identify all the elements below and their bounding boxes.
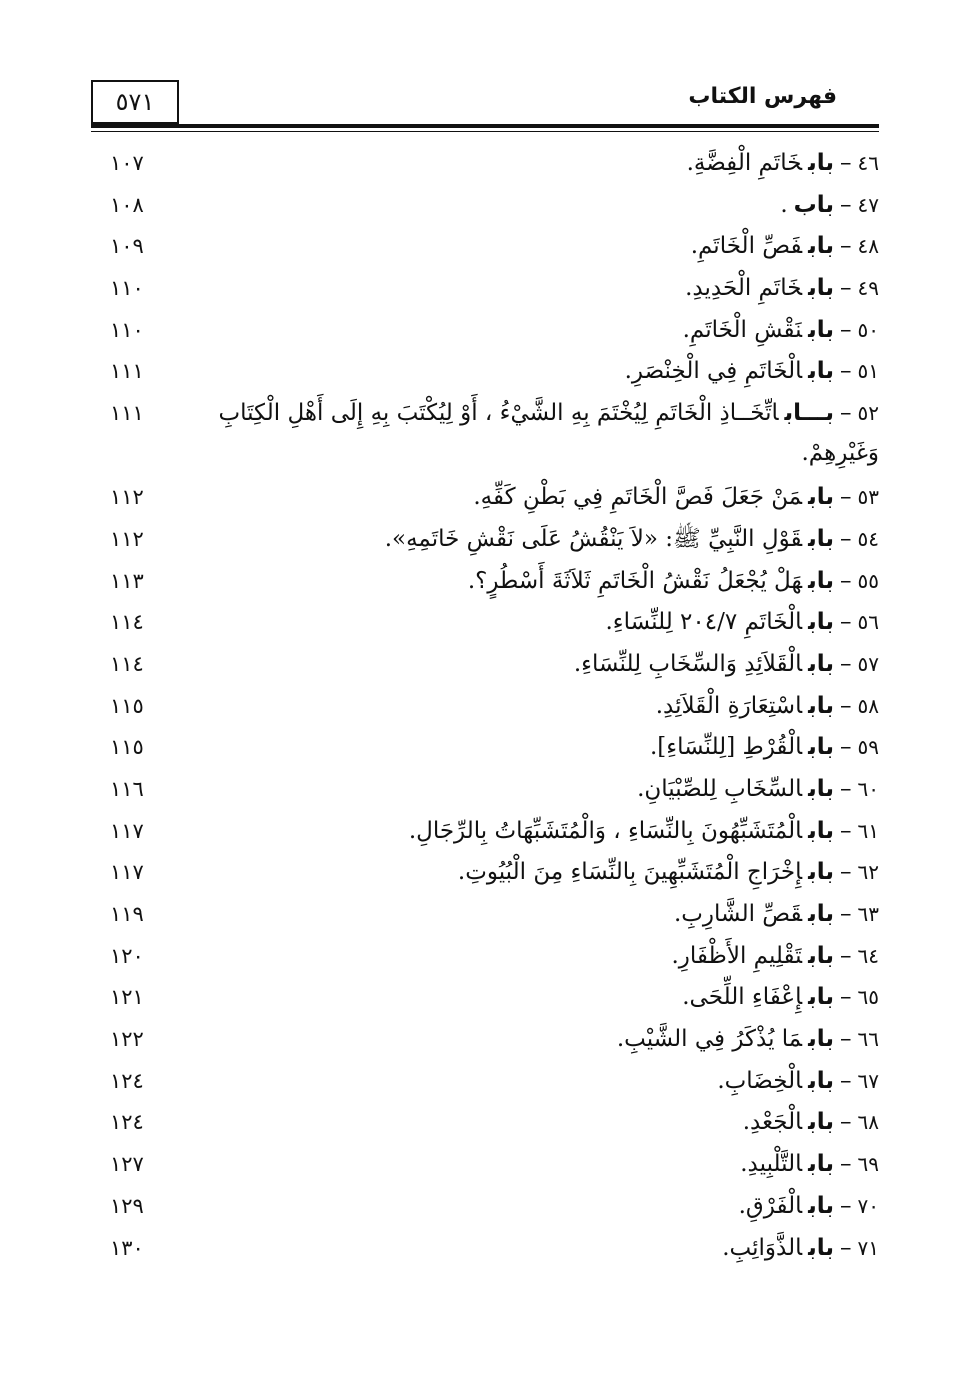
entry-page-number: ١١٢ (110, 526, 144, 551)
entry-page-number: ١٢٧ (110, 1152, 144, 1177)
entry-page-number: ١١١ (110, 401, 144, 426)
toc-entry-text (199, 393, 879, 473)
entry-title: مَا يُذْكَرُ فِي الشَّيْبِ. (616, 1026, 803, 1053)
toc-entry-text (199, 310, 879, 350)
entry-title: الْجَعْدِ. (742, 1109, 803, 1136)
entry-keyword: باب (808, 1067, 835, 1094)
entry-page-number: ١١٧ (110, 860, 144, 885)
entry-keyword: باب (808, 567, 835, 594)
entry-page-number: ١٠٩ (110, 234, 144, 259)
entry-dash: – (840, 275, 852, 302)
entry-number: ٦٦ (857, 1027, 879, 1052)
entry-number: ٥٣ (857, 485, 879, 510)
toc-entry-text (199, 1061, 879, 1101)
entry-number: ٦٣ (857, 902, 879, 926)
entry-dash: – (840, 1067, 852, 1094)
toc-entry (100, 226, 879, 268)
entry-page-number: ١١٢ (110, 485, 144, 510)
entry-number: ٥٠ (857, 317, 879, 342)
entry-keyword: بـــاب (784, 400, 835, 427)
toc-entry (100, 393, 879, 477)
entry-title: خَاتَمِ الْفِضَّةِ. (686, 150, 803, 176)
entry-title: الْقَلاَئِدِ وَالسِّخَابِ لِلنِّسَاءِ. (573, 650, 803, 677)
entry-number: ٤٩ (857, 276, 879, 301)
entry-keyword: باب (808, 150, 835, 176)
toc-entry (100, 894, 879, 936)
entry-keyword: باب (808, 734, 835, 761)
entry-number: ٦٢ (857, 860, 879, 885)
toc-entry (100, 310, 879, 352)
toc-entry-text (199, 351, 879, 391)
entry-keyword: باب (808, 525, 835, 552)
entry-dash: – (840, 1151, 852, 1178)
entry-page-number: ١١٤ (110, 651, 144, 676)
toc-entry-text (199, 977, 879, 1017)
toc-entry-text (199, 686, 879, 726)
toc-entry-text (199, 561, 879, 601)
entry-keyword: باب (808, 650, 835, 677)
toc-entry (100, 1061, 879, 1103)
entry-number: ٥١ (857, 359, 879, 384)
entry-title: خَاتَمِ الْحَدِيدِ. (685, 275, 803, 302)
entry-dash: – (840, 901, 852, 927)
entry-number: ٧١ (857, 1235, 879, 1260)
toc-entry-text (199, 1186, 879, 1226)
entry-number: ٤٧ (857, 192, 879, 217)
entry-number: ٧٠ (857, 1193, 879, 1218)
entry-keyword: باب (808, 692, 835, 719)
entry-keyword: باب (808, 316, 835, 343)
toc-entry (100, 686, 879, 728)
entry-keyword: باب (808, 233, 835, 260)
toc-entry (100, 143, 879, 185)
entry-number: ٥٢ (857, 401, 879, 426)
entry-number: ٥٥ (857, 568, 879, 593)
entry-title: التَّلْبِيدِ. (740, 1151, 803, 1178)
toc-entry (100, 185, 879, 227)
entry-dash: – (840, 1192, 852, 1219)
entry-title: تَقْلِيمِ الأَظْفَارِ. (671, 942, 803, 969)
toc-entry (100, 1144, 879, 1186)
entry-dash: – (840, 942, 852, 969)
entry-title: اتِّخَــاذِ الْخَاتَمِ لِيُخْتَمَ بِهِ الشَّيْءُ ، أَوْ لِيُكْتَبَ بِهِ إِلَى أَهْلِ الْكِتَابِ وَغَيْرِهِمْ. (218, 400, 879, 467)
entry-keyword: باب (808, 609, 835, 636)
toc-entry-text (199, 769, 879, 809)
running-head: فهرس الكتاب (688, 84, 837, 109)
entry-dash: – (840, 817, 852, 844)
toc-entry (100, 268, 879, 310)
entry-page-number: ١١٥ (110, 693, 144, 718)
entry-page-number: ١٣٠ (110, 1235, 144, 1260)
entry-keyword: باب (808, 817, 835, 844)
entry-number: ٥٤ (857, 526, 879, 551)
entry-dash: – (840, 316, 852, 343)
toc-entry-text (199, 1144, 879, 1184)
entry-number: ٤٦ (857, 151, 879, 175)
entry-dash: – (840, 859, 852, 886)
toc-entry (100, 977, 879, 1019)
toc-entry-text (199, 1102, 879, 1142)
toc-entry (100, 936, 879, 978)
entry-page-number: ١١٠ (110, 317, 144, 342)
toc-entry (100, 1019, 879, 1061)
entry-page-number: ١٠٧ (110, 151, 144, 175)
entry-keyword: باب (808, 1151, 835, 1178)
entry-page-number: ١١٤ (110, 610, 144, 635)
entry-number: ٦٠ (857, 776, 879, 801)
entry-dash: – (840, 484, 852, 511)
entry-page-number: ١١٦ (110, 776, 144, 801)
entry-title: الْخَاتَمِ ٢٠٤/٧ لِلنِّسَاءِ. (605, 609, 803, 636)
entry-title: الْخِضَابِ. (717, 1067, 803, 1094)
entry-keyword: باب (808, 484, 835, 511)
entry-number: ٥٩ (857, 735, 879, 760)
toc-entry (100, 852, 879, 894)
entry-keyword: باب (808, 1109, 835, 1136)
entry-number: ٦٨ (857, 1110, 879, 1135)
entry-dash: – (840, 1234, 852, 1261)
entry-title: إِعْفَاءِ اللِّحَى. (682, 984, 803, 1011)
toc-entry-text (199, 477, 879, 517)
entry-keyword: باب (808, 859, 835, 886)
toc-entry-text (199, 1019, 879, 1059)
entry-title: قَصِّ الشَّارِبِ. (673, 901, 803, 927)
entry-keyword: باب (808, 275, 835, 302)
entry-keyword: باب (793, 191, 835, 218)
entry-title: إِخْرَاجِ الْمُتَشَبِّهِينَ بِالنِّسَاءِ مِنَ الْبُيُوتِ. (457, 859, 803, 886)
entry-title: فَصِّ الْخَاتَمِ. (690, 233, 803, 260)
entry-title: قَوْلِ النَّبِيِّ ﷺ: «لاَ يَنْقُشُ عَلَى نَقْشِ خَاتَمِهِ». (384, 525, 803, 552)
entry-keyword: باب (808, 358, 835, 385)
entry-page-number: ١١٣ (110, 568, 144, 593)
entry-dash: – (840, 567, 852, 594)
toc-entry-text (199, 1228, 879, 1268)
entry-number: ٦٥ (857, 985, 879, 1010)
toc-entry-text (199, 143, 879, 183)
entry-dash: – (840, 775, 852, 802)
toc-entry-text (199, 894, 879, 934)
entry-dash: – (840, 609, 852, 636)
toc-entry-text (199, 644, 879, 684)
entry-dash: – (840, 1109, 852, 1136)
entry-page-number: ١١١ (110, 359, 144, 384)
toc-entry (100, 1102, 879, 1144)
entry-dash: – (840, 1026, 852, 1053)
entry-page-number: ١٢٢ (110, 1027, 144, 1052)
entry-dash: – (840, 233, 852, 260)
entry-keyword: باب (808, 775, 835, 802)
page-number: ٥٧١ (91, 80, 179, 124)
toc-entry (100, 644, 879, 686)
toc-entry-text (199, 727, 879, 767)
entry-dash: – (840, 400, 852, 427)
toc-entry-text (199, 226, 879, 266)
entry-keyword: باب (808, 1234, 835, 1261)
entry-page-number: ١٢٠ (110, 943, 144, 968)
entry-title: الْقُرْطِ [لِلنِّسَاءِ]. (650, 734, 803, 761)
entry-dash: – (840, 150, 852, 176)
toc-entry-text (199, 811, 879, 851)
toc-entry-text (199, 602, 879, 642)
toc-entry-text (199, 519, 879, 559)
entry-title: الْفَرْقِ. (738, 1192, 803, 1219)
toc-entry (100, 811, 879, 853)
entry-title: السِّخَابِ لِلصِّبْيَانِ. (637, 775, 803, 802)
toc-entry (100, 1186, 879, 1228)
entry-dash: – (840, 525, 852, 552)
entry-number: ٥٧ (857, 651, 879, 676)
toc-entry (100, 519, 879, 561)
entry-number: ٥٦ (857, 610, 879, 635)
entry-dash: – (840, 734, 852, 761)
toc-entry (100, 1228, 879, 1270)
entry-keyword: باب (808, 1192, 835, 1219)
entry-keyword: باب (808, 984, 835, 1011)
toc-entry (100, 602, 879, 644)
entry-dash: – (840, 191, 852, 218)
toc-entry (100, 561, 879, 603)
entry-number: ٥٨ (857, 693, 879, 718)
entry-number: ٦٤ (857, 943, 879, 968)
entry-keyword: باب (808, 942, 835, 969)
entry-dash: – (840, 692, 852, 719)
entry-page-number: ١٠٨ (110, 192, 144, 217)
table-of-contents (100, 143, 879, 1269)
entry-title: الْمُتَشَبِّهُونَ بِالنِّسَاءِ ، وَالْمُتَشَبِّهَاتُ بِالرِّجَالِ. (408, 817, 803, 844)
toc-entry-text (199, 268, 879, 308)
entry-title: مَنْ جَعَلَ فَصَّ الْخَاتَمِ فِي بَطْنِ كَفِّهِ. (473, 484, 803, 511)
toc-entry (100, 769, 879, 811)
toc-entry (100, 477, 879, 519)
entry-number: ٦٩ (857, 1152, 879, 1177)
entry-keyword: باب (808, 1026, 835, 1053)
entry-number: ٦١ (857, 818, 879, 843)
entry-dash: – (840, 984, 852, 1011)
entry-page-number: ١١٩ (110, 902, 144, 926)
entry-page-number: ١١٥ (110, 735, 144, 760)
entry-title: . (780, 191, 788, 218)
header-rule-thick (91, 124, 879, 128)
entry-page-number: ١٢٤ (110, 1068, 144, 1093)
header-rule-thin (91, 131, 879, 132)
entry-page-number: ١١٠ (110, 276, 144, 301)
entry-keyword: باب (808, 901, 835, 927)
toc-entry (100, 727, 879, 769)
toc-entry-text (199, 852, 879, 892)
entry-page-number: ١٢٩ (110, 1193, 144, 1218)
toc-entry-text (199, 185, 879, 225)
entry-title: الذَّوَائِبِ. (722, 1234, 803, 1261)
entry-title: هَلْ يُجْعَلُ نَقْشُ الْخَاتَمِ ثَلاَثَةَ أَسْطُرٍ؟. (467, 567, 803, 594)
entry-page-number: ١١٧ (110, 818, 144, 843)
entry-page-number: ١٢٤ (110, 1110, 144, 1135)
entry-title: اسْتِعَارَةِ الْقَلاَئِدِ. (655, 692, 803, 719)
entry-page-number: ١٢١ (110, 985, 144, 1010)
entry-dash: – (840, 358, 852, 385)
toc-entry (100, 351, 879, 393)
entry-title: نَقْشِ الْخَاتَمِ. (682, 316, 803, 343)
entry-dash: – (840, 650, 852, 677)
entry-number: ٦٧ (857, 1068, 879, 1093)
entry-title: الْخَاتَمِ فِي الْخِنْصَرِ. (624, 358, 803, 385)
toc-entry-text (199, 936, 879, 976)
entry-number: ٤٨ (857, 234, 879, 259)
